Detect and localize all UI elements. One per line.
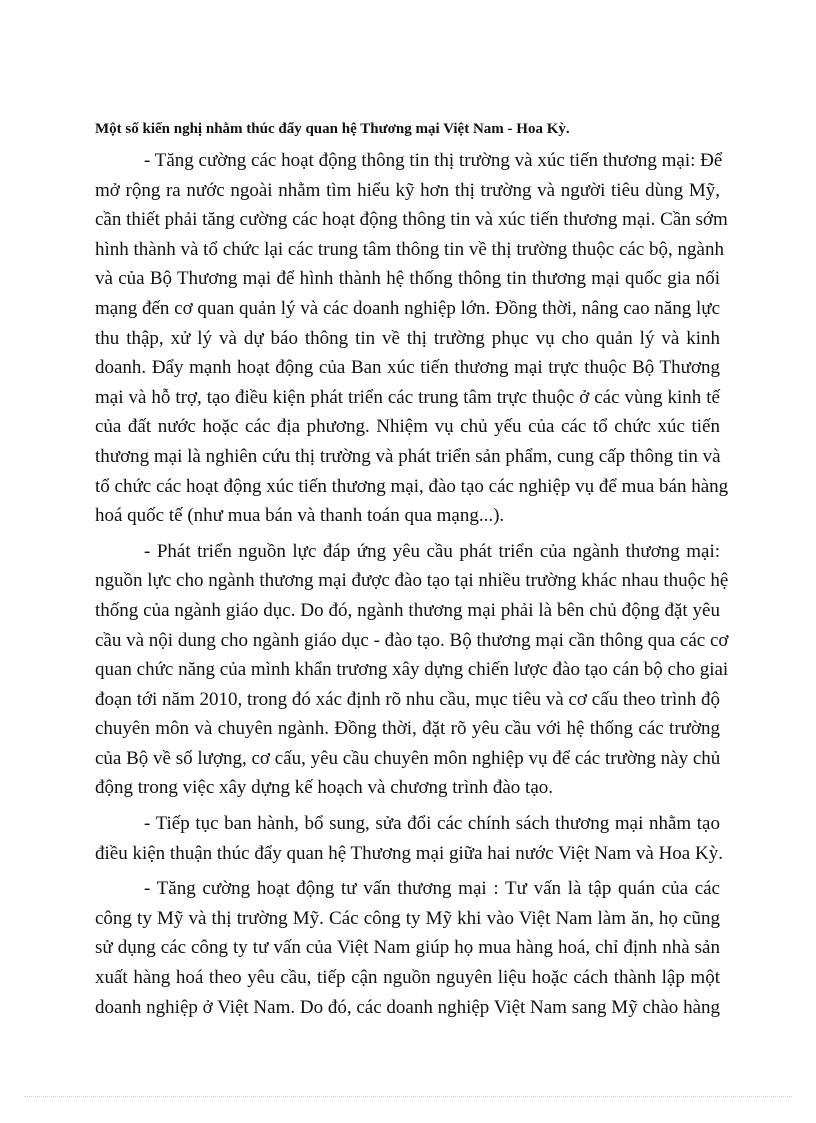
text-line: thống của ngành giáo dục. Do đó, ngành thương mại phải là bên chủ động đặt yêu xyxy=(95,599,720,621)
text-line: của đất nước hoặc các địa phương. Nhiệm vụ chủ yếu của các tổ chức xúc tiến xyxy=(95,416,720,438)
paragraph xyxy=(95,146,729,531)
text-line: mạng đến cơ quan quản lý và các doanh nghiệp lớn. Đồng thời, nâng cao năng lực xyxy=(95,297,721,319)
text-line: quan chức năng của mình khẩn trương xây dựng chiến lược đào tạo cán bộ cho giai xyxy=(95,659,729,681)
text-line: nguồn lực cho ngành thương mại được đào tạo tại nhiều trường khác nhau thuộc hệ xyxy=(95,570,729,592)
text-line: cần thiết phải tăng cường các hoạt động thông tin và xúc tiến thương mại. Cần sớm xyxy=(95,209,728,231)
text-line: - Tăng cường hoạt động tư vấn thương mại : Tư vấn là tập quán của các xyxy=(144,878,720,900)
text-line: điều kiện thuận thúc đẩy quan hệ Thương mại giữa hai nước Việt Nam và Hoa Kỳ. xyxy=(95,842,723,864)
text-line: thương mại là nghiên cứu thị trường và phát triển sản phẩm, cung cấp thông tin và xyxy=(95,445,721,467)
text-line: doanh nghiệp ở Việt Nam. Do đó, các doanh nghiệp Việt Nam sang Mỹ chào hàng xyxy=(95,996,720,1018)
text-line: công ty Mỹ và thị trường Mỹ. Các công ty Mỹ khi vào Việt Nam làm ăn, họ cũng xyxy=(95,907,720,929)
text-line: của Bộ về số lượng, cơ cấu, yêu cầu chuyên môn nghiệp vụ để các trường này chủ xyxy=(95,747,721,769)
text-line: doanh. Đẩy mạnh hoạt động của Ban xúc tiến thương mại trực thuộc Bộ Thương xyxy=(95,357,720,379)
text-line: mở rộng ra nước ngoài nhằm tìm hiểu kỹ hơn thị trường và người tiêu dùng Mỹ, xyxy=(95,179,720,201)
text-line: - Phát triển nguồn lực đáp ứng yêu cầu phát triển của ngành thương mại: xyxy=(144,540,720,562)
paragraph xyxy=(95,874,720,1022)
page-header: Một số kiến nghị nhằm thúc đẩy quan hệ Thương mại Việt Nam - Hoa Kỳ. xyxy=(95,121,570,137)
text-line: hoá quốc tế (như mua bán và thanh toán qua mạng...). xyxy=(95,505,505,527)
text-line: xuất hàng hoá theo yêu cầu, tiếp cận nguồn nguyên liệu hoặc cách thành lập một xyxy=(95,967,720,989)
text-line: - Tăng cường các hoạt động thông tin thị trường và xúc tiến thương mại: Để xyxy=(144,150,723,171)
text-line: và của Bộ Thương mại để hình thành hệ thống thông tin thương mại quốc gia nối xyxy=(95,268,720,290)
text-line: đoạn tới năm 2010, trong đó xác định rõ nhu cầu, mục tiêu và cơ cấu theo trình độ xyxy=(95,688,720,710)
text-line: - Tiếp tục ban hành, bổ sung, sửa đổi các chính sách thương mại nhằm tạo xyxy=(144,813,720,835)
page-footer-divider xyxy=(24,1096,792,1097)
text-line: thu thập, xử lý và dự báo thông tin về thị trường phục vụ cho quản lý và kinh xyxy=(95,327,720,349)
text-line: tổ chức các hoạt động xúc tiến thương mại, đào tạo các nghiệp vụ để mua bán hàng xyxy=(95,475,729,497)
paragraph xyxy=(95,809,723,868)
text-line: chuyên môn và chuyên ngành. Đồng thời, đặt rõ yêu cầu với hệ thống các trường xyxy=(95,718,720,740)
text-line: hình thành và tổ chức lại các trung tâm thông tin về thị trường thuộc các bộ, ngành xyxy=(95,238,724,260)
document-body xyxy=(95,146,729,1022)
text-line: động trong việc xây dựng kế hoạch và chương trình đào tạo. xyxy=(95,777,554,799)
paragraph xyxy=(95,537,729,803)
text-line: cầu và nội dung cho ngành giáo dục - đào tạo. Bộ thương mại cần thông qua các cơ xyxy=(95,629,729,651)
text-line: sử dụng các công ty tư vấn của Việt Nam giúp họ mua hàng hoá, chỉ định nhà sản xyxy=(95,937,720,959)
text-line: mại và hỗ trợ, tạo điều kiện phát triển các trung tâm trực thuộc ở các vùng kinh tế xyxy=(95,386,720,408)
